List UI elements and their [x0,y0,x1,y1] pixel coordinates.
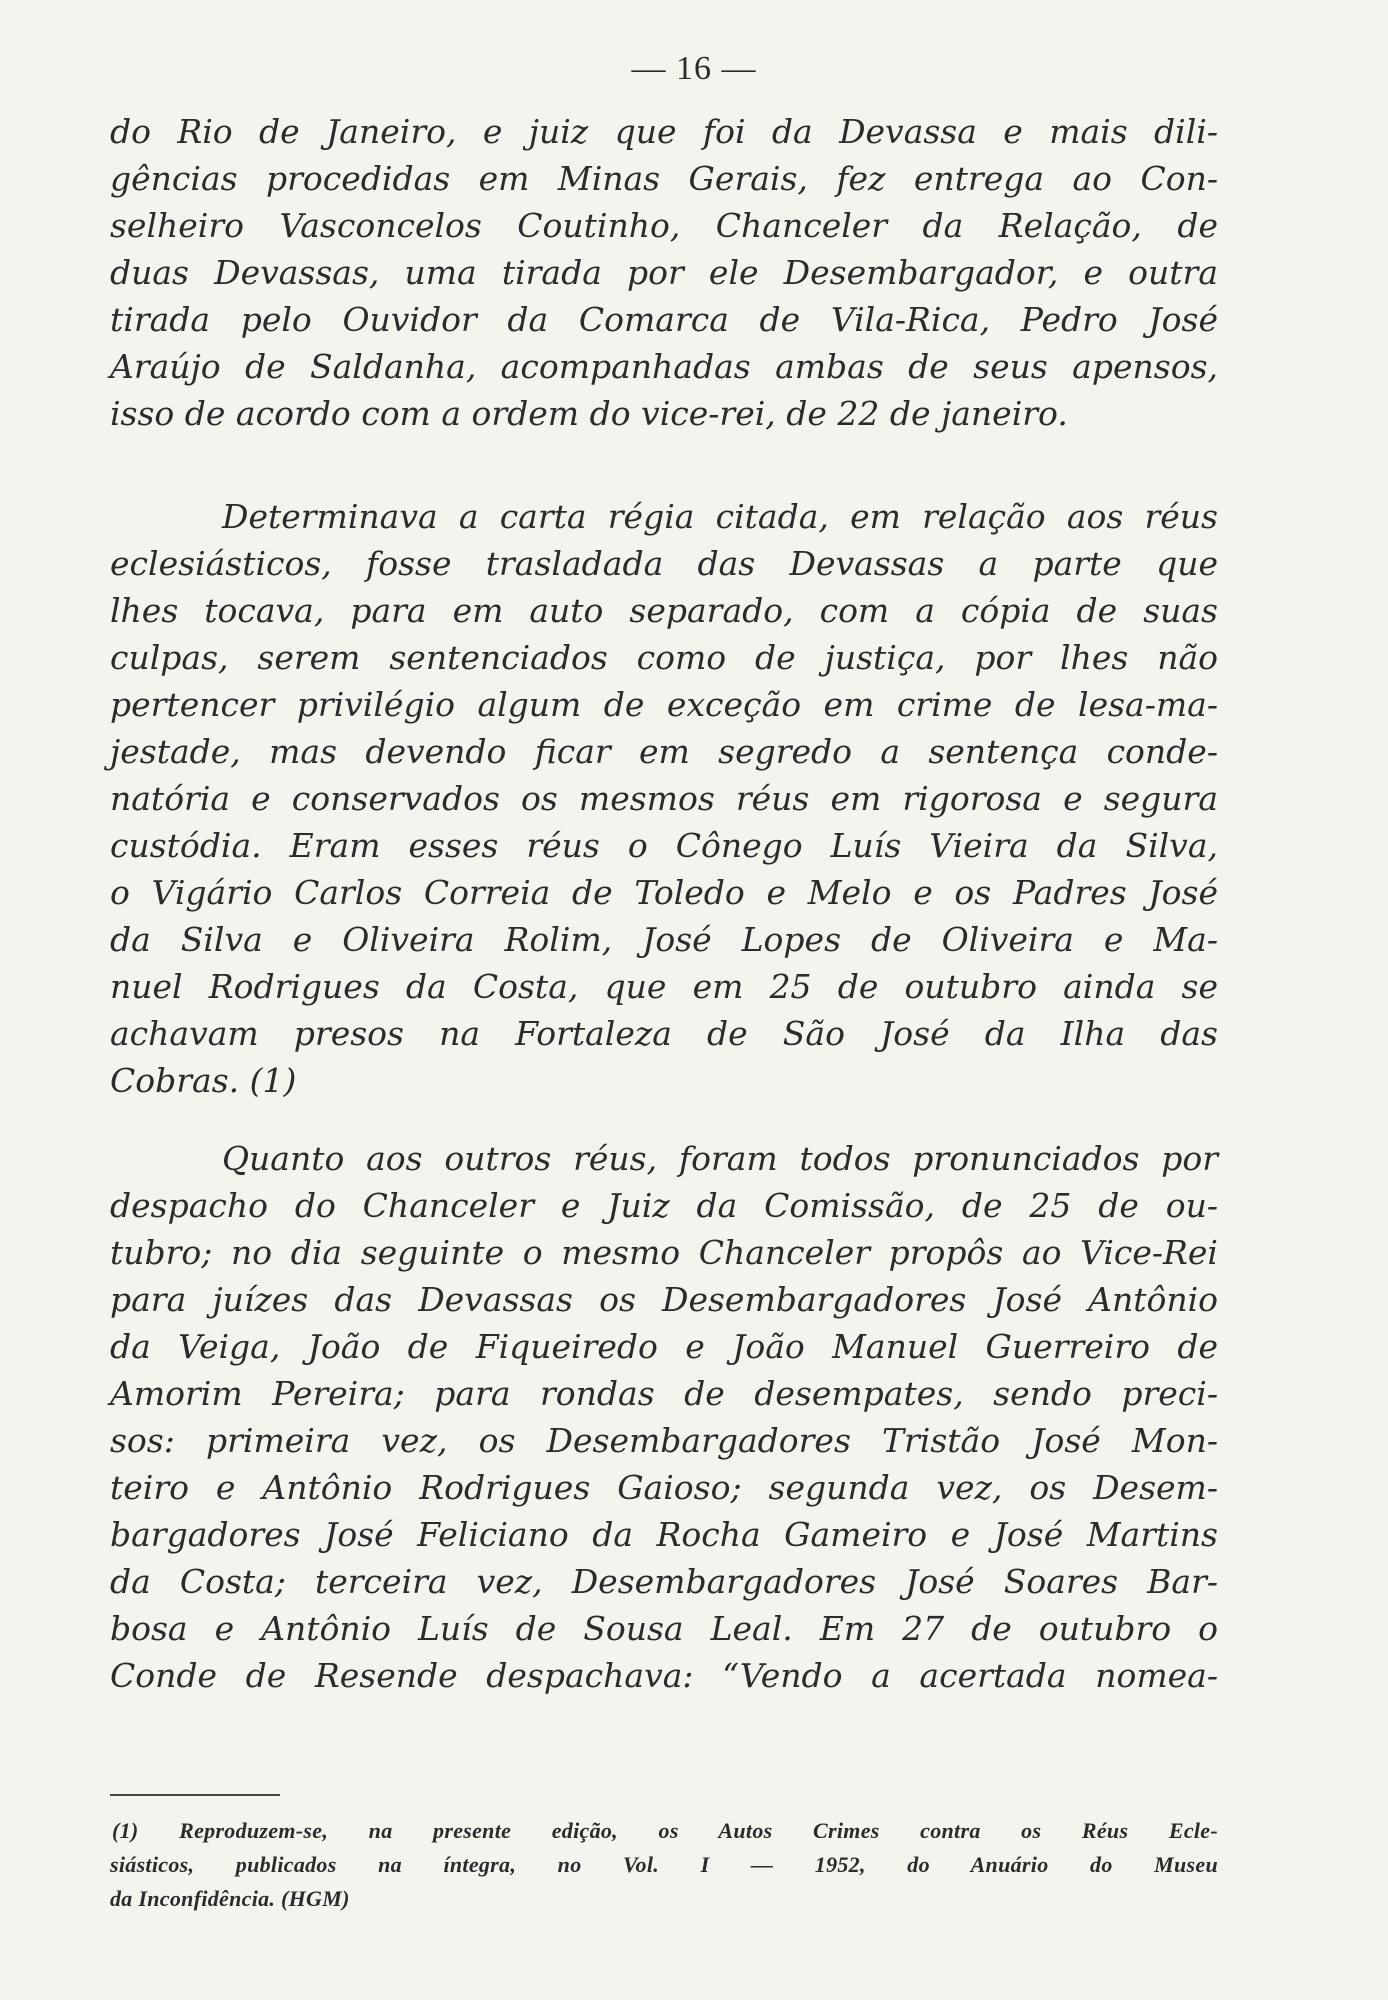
text-line: despacho do Chanceler e Juiz da Comissão, de 25 de ou- [110,1186,1218,1225]
text-line: Quanto aos outros réus, foram todos pronunciados por [222,1139,1218,1178]
footnote-line: da Inconfidência. (HGM) [110,1886,350,1911]
text-line: duas Devassas, uma tirada por ele Desembargador, e outra [110,253,1218,292]
text-line: da Silva e Oliveira Rolim, José Lopes de Oliveira e Ma- [110,920,1218,959]
text-line: bosa e Antônio Luís de Sousa Leal. Em 27 de outubro o [110,1609,1218,1648]
text-line: gências procedidas em Minas Gerais, fez entrega ao Con- [110,159,1218,198]
text-line: nuel Rodrigues da Costa, que em 25 de outubro ainda se [110,967,1218,1006]
text-line: Amorim Pereira; para rondas de desempates, sendo preci- [110,1374,1218,1413]
page-number: — 16 — [631,50,757,87]
text-line: jestade, mas devendo ficar em segredo a sentença conde- [110,732,1218,771]
text-line: lhes tocava, para em auto separado, com a cópia de suas [110,591,1218,630]
text-line: achavam presos na Fortaleza de São José da Ilha das [110,1014,1218,1053]
text-line: Araújo de Saldanha, acompanhadas ambas de seus apensos, [110,347,1218,386]
text-line: sos: primeira vez, os Desembargadores Tristão José Mon- [110,1421,1218,1460]
text-line: eclesiásticos, fosse trasladada das Devassas a parte que [110,544,1218,583]
footnote-line: siásticos, publicados na íntegra, no Vol. I — 1952, do Anuário do Museu [110,1852,1218,1877]
text-line: natória e conservados os mesmos réus em rigorosa e segura [110,779,1218,818]
text-line: Cobras. (1) [110,1061,297,1100]
footnote-line: (1) Reproduzem-se, na presente edição, os Autos Crimes contra os Réus Ecle- [112,1818,1218,1843]
text-line: para juízes das Devassas os Desembargadores José Antônio [110,1280,1218,1319]
text-line: selheiro Vasconcelos Coutinho, Chanceler da Relação, de [110,206,1218,245]
text-line: Conde de Resende despachava: “Vendo a acertada nomea- [110,1656,1218,1695]
text-line: da Costa; terceira vez, Desembargadores José Soares Bar- [110,1562,1218,1601]
text-line: culpas, serem sentenciados como de justiça, por lhes não [110,638,1218,677]
text-line: o Vigário Carlos Correia de Toledo e Melo e os Padres José [110,873,1218,912]
text-line: teiro e Antônio Rodrigues Gaioso; segunda vez, os Desem- [110,1468,1218,1507]
text-line: do Rio de Janeiro, e juiz que foi da Devassa e mais dili- [110,112,1218,151]
text-line: tubro; no dia seguinte o mesmo Chanceler propôs ao Vice-Rei [110,1233,1218,1272]
text-line: Determinava a carta régia citada, em relação aos réus [222,497,1218,536]
text-line: pertencer privilégio algum de exceção em crime de lesa-ma- [110,685,1218,724]
footnote-divider [110,1794,280,1796]
text-line: isso de acordo com a ordem do vice-rei, de 22 de janeiro. [110,394,1068,433]
text-line: tirada pelo Ouvidor da Comarca de Vila-Rica, Pedro José [110,300,1218,339]
text-line: da Veiga, João de Fiqueiredo e João Manuel Guerreiro de [110,1327,1218,1366]
text-line: custódia. Eram esses réus o Cônego Luís Vieira da Silva, [110,826,1218,865]
text-line: bargadores José Feliciano da Rocha Gameiro e José Martins [110,1515,1218,1554]
